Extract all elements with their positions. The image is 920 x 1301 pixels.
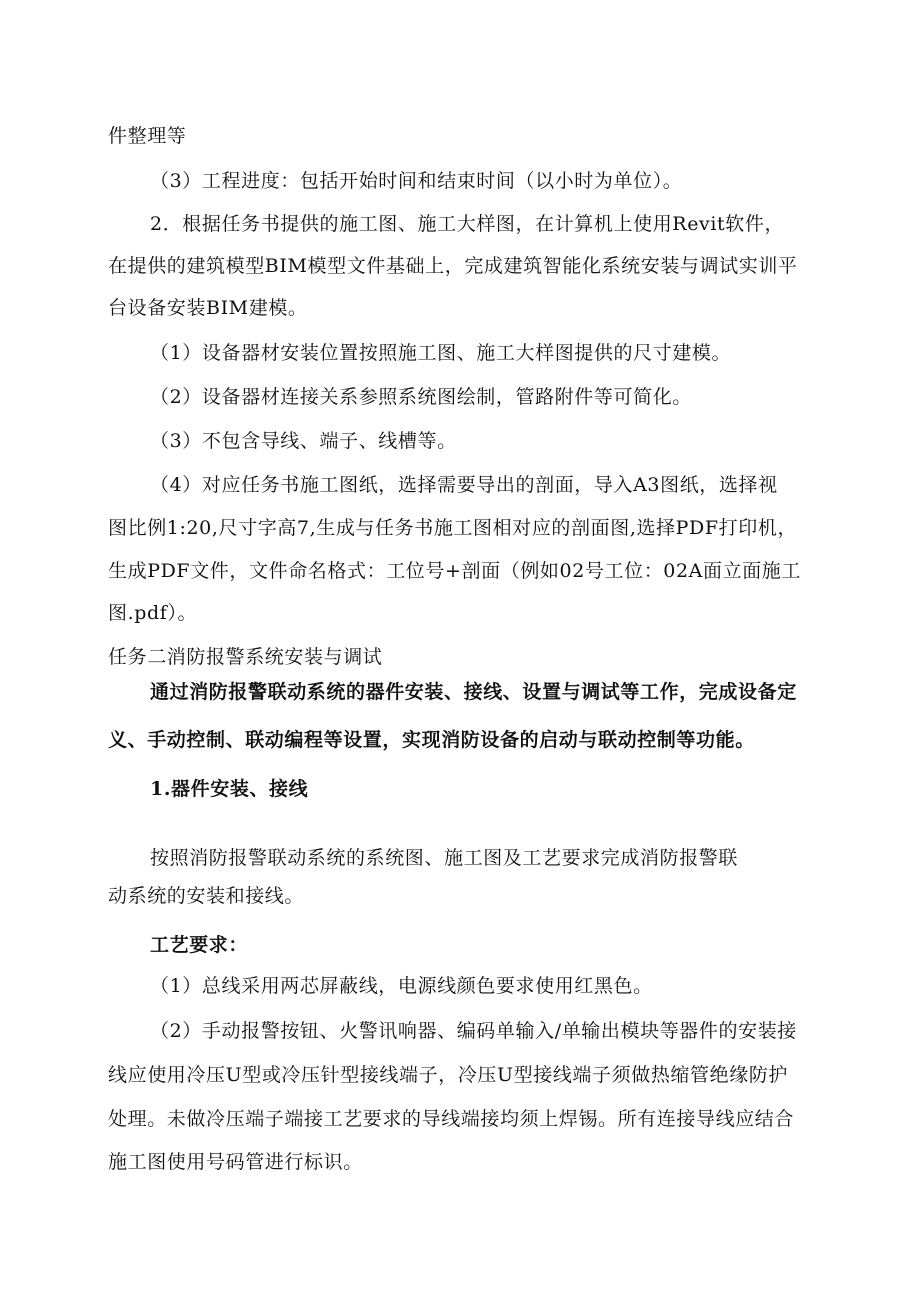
text-line: 图.pdf）。 <box>108 602 198 624</box>
text-line: 通过消防报警联动系统的器件安装、接线、设置与调试等工作，完成设备定 <box>150 681 797 703</box>
text-line: （4）对应任务书施工图纸，选择需要导出的剖面，导入A3图纸，选择视 <box>150 474 778 496</box>
text-line: 2．根据任务书提供的施工图、施工大样图，在计算机上使用Revit软件， <box>150 213 785 235</box>
text-line: 施工图使用号码管进行标识。 <box>108 1151 363 1173</box>
subsection-heading: 1.器件安装、接线 <box>150 778 309 800</box>
text-line: 处理。未做冷压端子端接工艺要求的导线端接均须上焊锡。所有连接导线应结合 <box>108 1108 795 1130</box>
text-line: 按照消防报警联动系统的系统图、施工图及工艺要求完成消防报警联 <box>150 847 739 869</box>
section-heading: 任务二消防报警系统安装与调试 <box>108 646 383 668</box>
text-line: 图比例1:20,尺寸字高7,生成与任务书施工图相对应的剖面图,选择PDF打印机， <box>108 517 798 539</box>
text-line: 台设备安装BIM建模。 <box>108 297 308 319</box>
text-line: 工艺要求： <box>150 934 249 956</box>
text-line: 在提供的建筑模型BIM模型文件基础上，完成建筑智能化系统安装与调试实训平 <box>108 255 798 277</box>
text-line: （1）总线采用两芯屏蔽线，电源线颜色要求使用红黑色。 <box>150 975 653 997</box>
text-line: （1）设备器材安装位置按照施工图、施工大样图提供的尺寸建模。 <box>150 342 732 364</box>
text-line: （2）设备器材连接关系参照系统图绘制，管路附件等可简化。 <box>150 386 692 408</box>
text-line: 义、手动控制、联动编程等设置，实现消防设备的启动与联动控制等功能。 <box>108 729 755 751</box>
text-line: 线应使用冷压U型或冷压针型接线端子，冷压U型接线端子须做热缩管绝缘防护 <box>108 1064 789 1086</box>
text-line: 件整理等 <box>108 125 187 147</box>
text-line: （3）不包含导线、端子、线槽等。 <box>150 430 457 452</box>
text-line: 动系统的安装和接线。 <box>108 885 305 907</box>
text-line: 生成PDF文件，文件命名格式：工位号+剖面（例如02号工位：02A面立面施工 <box>108 560 801 582</box>
text-line: （3）工程进度：包括开始时间和结束时间（以小时为单位）。 <box>150 170 683 192</box>
text-line: （2）手动报警按钮、火警讯响器、编码单输入/单输出模块等器件的安装接 <box>150 1020 797 1042</box>
